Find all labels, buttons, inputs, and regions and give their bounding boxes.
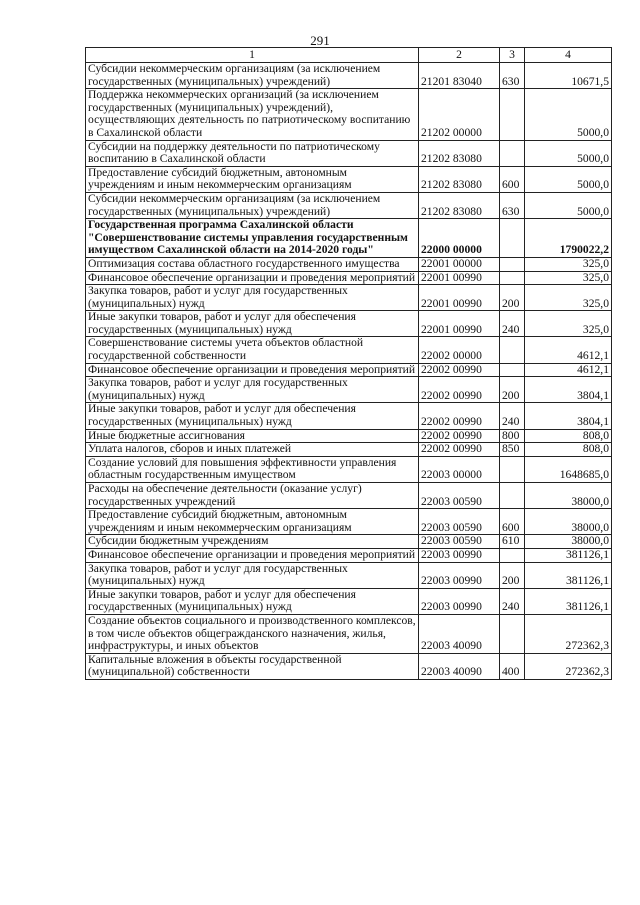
budget-table-body — [86, 48, 612, 680]
table-row — [86, 443, 612, 457]
classification-code-cell: 22002 00990 — [419, 403, 500, 429]
row-name-cell: Предоставление субсидий бюджетным, автономным учреждениям и иным некоммерческим организациям — [86, 509, 419, 535]
row-name-cell: Иные бюджетные ассигнования — [86, 429, 419, 443]
table-row — [86, 535, 612, 549]
row-name-cell: Закупка товаров, работ и услуг для государственных (муниципальных) нужд — [86, 285, 419, 311]
classification-code-cell: 21202 83080 — [419, 166, 500, 192]
table-row — [86, 140, 612, 166]
amount-cell: 325,0 — [525, 257, 612, 271]
table-row — [86, 403, 612, 429]
expense-type-cell: 240 — [500, 588, 525, 614]
amount-cell: 325,0 — [525, 271, 612, 285]
row-name-cell: Создание объектов социального и производственного комплексов, в том числе объектов общегражданского назначения, жилья, инфраструктуры, и иных объектов — [86, 614, 419, 653]
classification-code-cell: 21202 83080 — [419, 140, 500, 166]
expense-type-cell: 600 — [500, 166, 525, 192]
amount-cell: 325,0 — [525, 311, 612, 337]
row-name-cell: Иные закупки товаров, работ и услуг для обеспечения государственных (муниципальных) нужд — [86, 588, 419, 614]
classification-code-cell: 22003 00590 — [419, 483, 500, 509]
budget-table — [85, 47, 612, 680]
table-row — [86, 89, 612, 140]
table-row — [86, 257, 612, 271]
classification-code-cell: 22003 00990 — [419, 588, 500, 614]
classification-code-cell: 22002 00990 — [419, 363, 500, 377]
row-name-cell: Финансовое обеспечение организации и проведения мероприятий — [86, 271, 419, 285]
expense-type-cell: 200 — [500, 562, 525, 588]
classification-code-cell: 21201 83040 — [419, 63, 500, 89]
table-row — [86, 166, 612, 192]
amount-cell: 38000,0 — [525, 483, 612, 509]
amount-cell: 4612,1 — [525, 363, 612, 377]
row-name-cell: Субсидии некоммерческим организациям (за исключением государственных (муниципальных) учреждений) — [86, 192, 419, 218]
amount-cell: 381126,1 — [525, 588, 612, 614]
classification-code-cell: 22002 00990 — [419, 377, 500, 403]
expense-type-cell: 200 — [500, 377, 525, 403]
table-row — [86, 588, 612, 614]
row-name-cell: Субсидии некоммерческим организациям (за исключением государственных (муниципальных) учреждений) — [86, 63, 419, 89]
expense-type-cell — [500, 363, 525, 377]
row-name-cell: Субсидии бюджетным учреждениям — [86, 535, 419, 549]
amount-cell: 1648685,0 — [525, 456, 612, 482]
row-name-cell: Поддержка некоммерческих организаций (за исключением государственных (муниципальных) учреждений), осуществляющих деятельность по патриотическому воспитанию в Сахалинской области — [86, 89, 419, 140]
amount-cell: 10671,5 — [525, 63, 612, 89]
row-name-cell: Иные закупки товаров, работ и услуг для обеспечения государственных (муниципальных) нужд — [86, 403, 419, 429]
classification-code-cell: 22002 00000 — [419, 337, 500, 363]
table-row — [86, 377, 612, 403]
table-row — [86, 456, 612, 482]
amount-cell: 38000,0 — [525, 509, 612, 535]
column-number-4: 4 — [525, 48, 612, 63]
expense-type-cell: 600 — [500, 509, 525, 535]
row-name-cell: Закупка товаров, работ и услуг для государственных (муниципальных) нужд — [86, 562, 419, 588]
amount-cell: 5000,0 — [525, 89, 612, 140]
row-name-cell: Финансовое обеспечение организации и проведения мероприятий — [86, 363, 419, 377]
amount-cell: 272362,3 — [525, 614, 612, 653]
row-name-cell: Совершенствование системы учета объектов областной государственной собственности — [86, 337, 419, 363]
amount-cell: 272362,3 — [525, 653, 612, 679]
table-row — [86, 192, 612, 218]
expense-type-cell: 610 — [500, 535, 525, 549]
amount-cell: 38000,0 — [525, 535, 612, 549]
row-name-cell: Финансовое обеспечение организации и проведения мероприятий — [86, 548, 419, 562]
expense-type-cell — [500, 271, 525, 285]
classification-code-cell: 22000 00000 — [419, 219, 500, 258]
table-row — [86, 653, 612, 679]
row-name-cell: Закупка товаров, работ и услуг для государственных (муниципальных) нужд — [86, 377, 419, 403]
classification-code-cell: 22001 00990 — [419, 311, 500, 337]
table-row — [86, 311, 612, 337]
expense-type-cell: 200 — [500, 285, 525, 311]
classification-code-cell: 22001 00990 — [419, 271, 500, 285]
row-name-cell: Оптимизация состава областного государственного имущества — [86, 257, 419, 271]
classification-code-cell: 22003 00000 — [419, 456, 500, 482]
row-name-cell: Капитальные вложения в объекты государственной (муниципальной) собственности — [86, 653, 419, 679]
table-row — [86, 337, 612, 363]
expense-type-cell — [500, 614, 525, 653]
classification-code-cell: 22002 00990 — [419, 429, 500, 443]
table-row — [86, 562, 612, 588]
amount-cell: 808,0 — [525, 429, 612, 443]
table-row — [86, 548, 612, 562]
expense-type-cell: 630 — [500, 192, 525, 218]
expense-type-cell — [500, 140, 525, 166]
column-number-row — [86, 48, 612, 63]
amount-cell: 4612,1 — [525, 337, 612, 363]
table-row — [86, 271, 612, 285]
amount-cell: 3804,1 — [525, 403, 612, 429]
amount-cell: 1790022,2 — [525, 219, 612, 258]
amount-cell: 3804,1 — [525, 377, 612, 403]
table-row — [86, 219, 612, 258]
column-number-3: 3 — [500, 48, 525, 63]
expense-type-cell: 630 — [500, 63, 525, 89]
table-row — [86, 63, 612, 89]
classification-code-cell: 22003 00990 — [419, 562, 500, 588]
row-name-cell: Иные закупки товаров, работ и услуг для обеспечения государственных (муниципальных) нужд — [86, 311, 419, 337]
expense-type-cell — [500, 483, 525, 509]
table-row — [86, 285, 612, 311]
expense-type-cell — [500, 89, 525, 140]
expense-type-cell — [500, 548, 525, 562]
amount-cell: 5000,0 — [525, 140, 612, 166]
amount-cell: 381126,1 — [525, 562, 612, 588]
expense-type-cell: 800 — [500, 429, 525, 443]
amount-cell: 5000,0 — [525, 192, 612, 218]
classification-code-cell: 22003 00590 — [419, 535, 500, 549]
row-name-cell: Субсидии на поддержку деятельности по патриотическому воспитанию в Сахалинской области — [86, 140, 419, 166]
table-row — [86, 429, 612, 443]
classification-code-cell: 22003 40090 — [419, 614, 500, 653]
expense-type-cell: 850 — [500, 443, 525, 457]
expense-type-cell: 240 — [500, 311, 525, 337]
row-name-cell: Предоставление субсидий бюджетным, автономным учреждениям и иным некоммерческим организациям — [86, 166, 419, 192]
table-row — [86, 483, 612, 509]
amount-cell: 325,0 — [525, 285, 612, 311]
classification-code-cell: 22001 00990 — [419, 285, 500, 311]
classification-code-cell: 22003 40090 — [419, 653, 500, 679]
expense-type-cell — [500, 219, 525, 258]
expense-type-cell: 400 — [500, 653, 525, 679]
row-name-cell: Создание условий для повышения эффективности управления областным государственным имуществом — [86, 456, 419, 482]
amount-cell: 381126,1 — [525, 548, 612, 562]
amount-cell: 5000,0 — [525, 166, 612, 192]
column-number-1: 1 — [86, 48, 419, 63]
table-row — [86, 363, 612, 377]
classification-code-cell: 22001 00000 — [419, 257, 500, 271]
expense-type-cell — [500, 257, 525, 271]
page-number: 291 — [310, 33, 330, 48]
table-row — [86, 509, 612, 535]
column-number-2: 2 — [419, 48, 500, 63]
table-row — [86, 614, 612, 653]
classification-code-cell: 22002 00990 — [419, 443, 500, 457]
row-name-cell: Уплата налогов, сборов и иных платежей — [86, 443, 419, 457]
row-name-cell: Государственная программа Сахалинской области "Совершенствование системы управления государственным имуществом Сахалинской области на 2014-2020 годы" — [86, 219, 419, 258]
expense-type-cell — [500, 456, 525, 482]
classification-code-cell: 22003 00990 — [419, 548, 500, 562]
expense-type-cell: 240 — [500, 403, 525, 429]
amount-cell: 808,0 — [525, 443, 612, 457]
classification-code-cell: 21202 00000 — [419, 89, 500, 140]
classification-code-cell: 22003 00590 — [419, 509, 500, 535]
expense-type-cell — [500, 337, 525, 363]
classification-code-cell: 21202 83080 — [419, 192, 500, 218]
row-name-cell: Расходы на обеспечение деятельности (оказание услуг) государственных учреждений — [86, 483, 419, 509]
